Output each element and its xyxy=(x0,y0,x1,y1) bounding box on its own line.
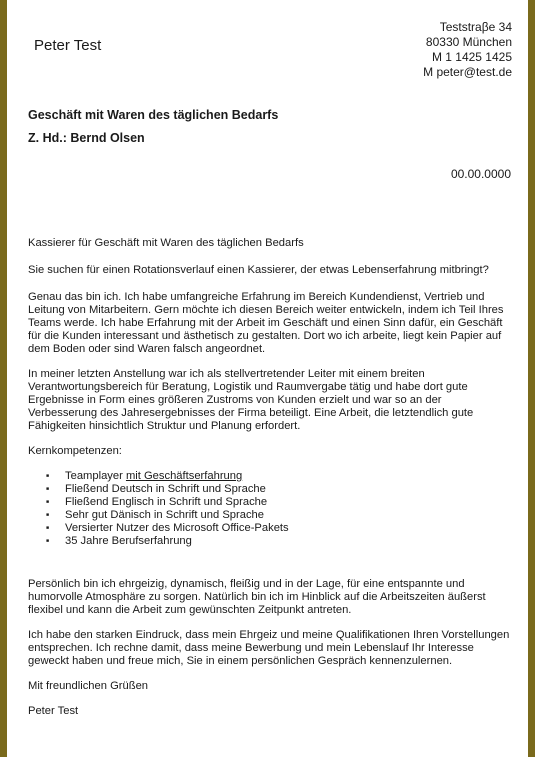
paragraph-experience: Genau das bin ich. Ich habe umfangreiche Erfahrung im Bereich Kundendienst, Vertrieb und Leitung von Mitarbeitern. Gern möchte ich diesen Bereich weiter entwickeln, indem ich Teil Ihres Teams werde. Ich habe Erfahrung mit der Arbeit im Geschäft und einen Sinn dafür, ein Geschäft für die Kunden interessant und ästhetisch zu gestalten. Dort wo ich arbeite, liegt kein Papier auf dem Boden oder sind Waren falsch angeordnet. xyxy=(28,291,504,355)
closing: Mit freundlichen Grüßen xyxy=(28,680,149,692)
sender-city: 80330 München xyxy=(425,35,512,49)
letter-heading: Kassierer für Geschäft mit Waren des täglichen Bedarfs xyxy=(28,237,304,249)
letter-date: 00.00.0000 xyxy=(450,167,511,181)
paragraph-personal: Persönlich bin ich ehrgeizig, dynamisch, fleißig und in der Lage, für eine entspannte und humorvolle Atmosphäre zu sorgen. Natürlich bin ich im Hinblick auf die Arbeitszeiten äußerst flexibel und kann die Arbeit zum gewünschten Zeitpunkt antreten. xyxy=(28,578,486,616)
sender-street: Teststraβe 34 xyxy=(439,20,512,34)
sender-address xyxy=(423,20,512,80)
letter-body xyxy=(28,237,512,730)
skill-item: ■ Versierter Nutzer des Microsoft Office-Pakets xyxy=(65,522,512,535)
skill-text-underlined: mit Geschäftserfahrung xyxy=(125,470,243,482)
sender-mobile: M 1 1425 1425 xyxy=(431,50,512,64)
skills-list xyxy=(28,470,512,548)
skill-item: ■ Fließend Deutsch in Schrift und Sprache xyxy=(65,483,512,496)
skill-text: Teamplayer xyxy=(65,470,126,482)
letter-page xyxy=(7,0,528,757)
attention-line: Z. Hd.: Bernd Olsen xyxy=(28,131,145,145)
skill-item: ■ Sehr gut Dänisch in Schrift und Sprache xyxy=(65,509,512,522)
skills-label: Kernkompetenzen: xyxy=(28,445,122,457)
skill-item: ■ Fließend Englisch in Schrift und Sprache xyxy=(65,496,512,509)
sender-email: M peter@test.de xyxy=(423,65,512,79)
sender-name: Peter Test xyxy=(34,37,102,54)
skill-item: ■ 35 Jahre Berufserfahrung xyxy=(65,535,512,548)
paragraph-last-position: In meiner letzten Anstellung war ich als stellvertretender Leiter mit einem breiten Verantwortungsbereich für Beratung, Logistik und Raumvergabe tätig und habe dort gute Ergebnisse in Form eines größeren Zustroms von Kunden erzielt und war so an der Verbesserung des Jahresergebnisses der Firma beteiligt. Eine Arbeit, die letztendlich gute Fähigkeiten hinsichtlich Struktur und Planung erfordert. xyxy=(28,368,474,432)
paragraph-intro: Sie suchen für einen Rotationsverlauf einen Kassierer, der etwas Lebenserfahrung mitbringt? xyxy=(28,264,489,276)
paragraph-expectation: Ich habe den starken Eindruck, dass mein Ehrgeiz und meine Qualifikationen Ihren Vorstellungen entsprechen. Ich rechne damit, dass meine Bewerbung und mein Lebenslauf Ihr Interesse geweckt haben und freue mich, Sie in einem persönlichen Gespräch kennenzulernen. xyxy=(28,629,510,667)
skill-item xyxy=(65,470,512,483)
letter-subject: Geschäft mit Waren des täglichen Bedarfs xyxy=(28,108,279,122)
signature: Peter Test xyxy=(28,705,79,717)
